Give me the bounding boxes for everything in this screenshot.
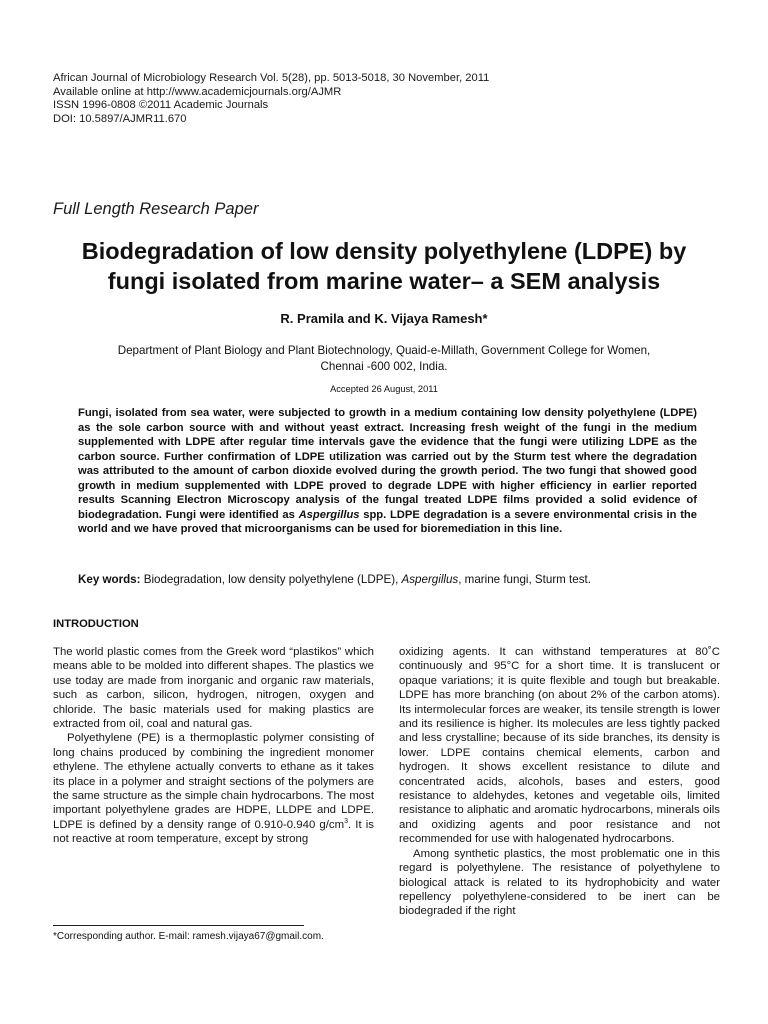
intro-paragraph-2-text-2: . It is not reactive at room temperature, except by strong (53, 818, 374, 846)
affiliation-line-2: Chennai -600 002, India. (320, 360, 448, 373)
journal-header (53, 72, 489, 126)
keywords (78, 573, 697, 587)
intro-paragraph-2 (53, 731, 374, 846)
abstract (78, 406, 697, 537)
keywords-text-1: Biodegradation, low density polyethylene (LDPE), (140, 573, 402, 586)
left-column (53, 645, 374, 847)
introduction-heading: INTRODUCTION (53, 618, 139, 630)
abstract-text-2: spp. LDPE degradation is a severe environmental crisis in the world and we have proved that microorganisms can be used for bioremediation in this line. (78, 508, 697, 535)
abstract-text-1: Fungi, isolated from sea water, were subjected to growth in a medium containing low density polyethylene (LDPE) as the sole carbon source with and without yeast extract. Increasing fresh weight of the fungi in the medium supplemented with LDPE after regular time intervals gave the evidence that the fungi were utilizing LDPE as the carbon source. Further confirmation of LDPE utilization was carried out by the Sturm test where the degradation was attributed to the amount of carbon dioxide evolved during the growth period. The two fungi that showed good growth in medium supplemented with LDPE proved to degrade LDPE with higher efficiency in earlier reported results Scanning Electron Microscopy analysis of the fungal treated LDPE films provided a solid evidence of biodegradation. Fungi were identified as (78, 407, 697, 521)
right-column (399, 645, 720, 919)
corresponding-author-footnote: *Corresponding author. E-mail: ramesh.vijaya67@gmail.com. (53, 931, 324, 942)
paper-title (40, 236, 728, 296)
doi-line: DOI: 10.5897/AJMR11.670 (53, 112, 187, 125)
authors: R. Pramila and K. Vijaya Ramesh* (280, 311, 488, 326)
available-online-link[interactable]: Available online at http://www.academicjournals.org/AJMR (53, 85, 342, 98)
affiliation-line-1: Department of Plant Biology and Plant Biotechnology, Quaid-e-Millath, Government College for Women, (117, 344, 651, 357)
keywords-genus: Aspergillus (401, 573, 459, 586)
right-paragraph-2: Among synthetic plastics, the most problematic one in this regard is polyethylene. The resistance of polyethylene to biological attack is related to its hydrophobicity and water repellency polyethylene-considered to be inert can be biodegraded if the right (399, 847, 720, 918)
footnote-divider (53, 925, 304, 926)
journal-citation: African Journal of Microbiology Research Vol. 5(28), pp. 5013-5018, 30 November, 2011 (53, 72, 490, 84)
title-line-2: fungi isolated from marine water– a SEM analysis (107, 268, 661, 294)
keywords-label: Key words: (78, 573, 141, 586)
issn-line: ISSN 1996-0808 ©2011 Academic Journals (53, 99, 269, 112)
intro-paragraph-1: The world plastic comes from the Greek word “plastikos” which means able to be molded into different shapes. The plastics we use today are made from inorganic and organic raw materials, such as carbon, silicon, hydrogen, nitrogen, oxygen and chloride. The basic materials used for making plastics are extracted from oil, coal and natural gas. (53, 646, 374, 731)
intro-paragraph-2-text-1: Polyethylene (PE) is a thermoplastic polymer consisting of long chains produced by combining the ingredient monomer ethylene. The ethylene actually converts to ethane as it takes its place in a polymer and straight sections of the polymers are the same structure as the simple chain hydrocarbons. The most important polyethylene grades are HDPE, LLDPE and LDPE. LDPE is defined by a density range of 0.910-0.940 g/cm (53, 732, 374, 831)
keywords-text-2: , marine fungi, Sturm test. (458, 573, 591, 586)
paper-type: Full Length Research Paper (53, 200, 259, 218)
superscript-3: 3 (344, 818, 348, 826)
accepted-date: Accepted 26 August, 2011 (330, 384, 438, 394)
abstract-genus: Aspergillus (298, 508, 360, 521)
right-paragraph-1: oxidizing agents. It can withstand temperatures at 80˚C continuously and 95°C for a short time. It is translucent or opaque variations; it is quite flexible and tough but breakable. LDPE has more branching (on about 2% of the carbon atoms). Its intermolecular forces are weaker, its tensile strength is lower and its resilience is higher. Its molecules are less tightly packed and less crystalline; because of its side branches, its density is lower. LDPE contains chemical elements, carbon and hydrogen. It shows excellent resistance to dilute and concentrated acids, alcohols, bases and esters, good resistance to aldehydes, ketones and vegetable oils, limited resistance to aliphatic and aromatic hydrocarbons, minerals oils and oxidizing agents and poor resistance and not recommended for use with halogenated hydrocarbons. (399, 646, 720, 846)
affiliation (84, 343, 684, 375)
title-line-1: Biodegradation of low density polyethylene (LDPE) by (81, 238, 687, 264)
